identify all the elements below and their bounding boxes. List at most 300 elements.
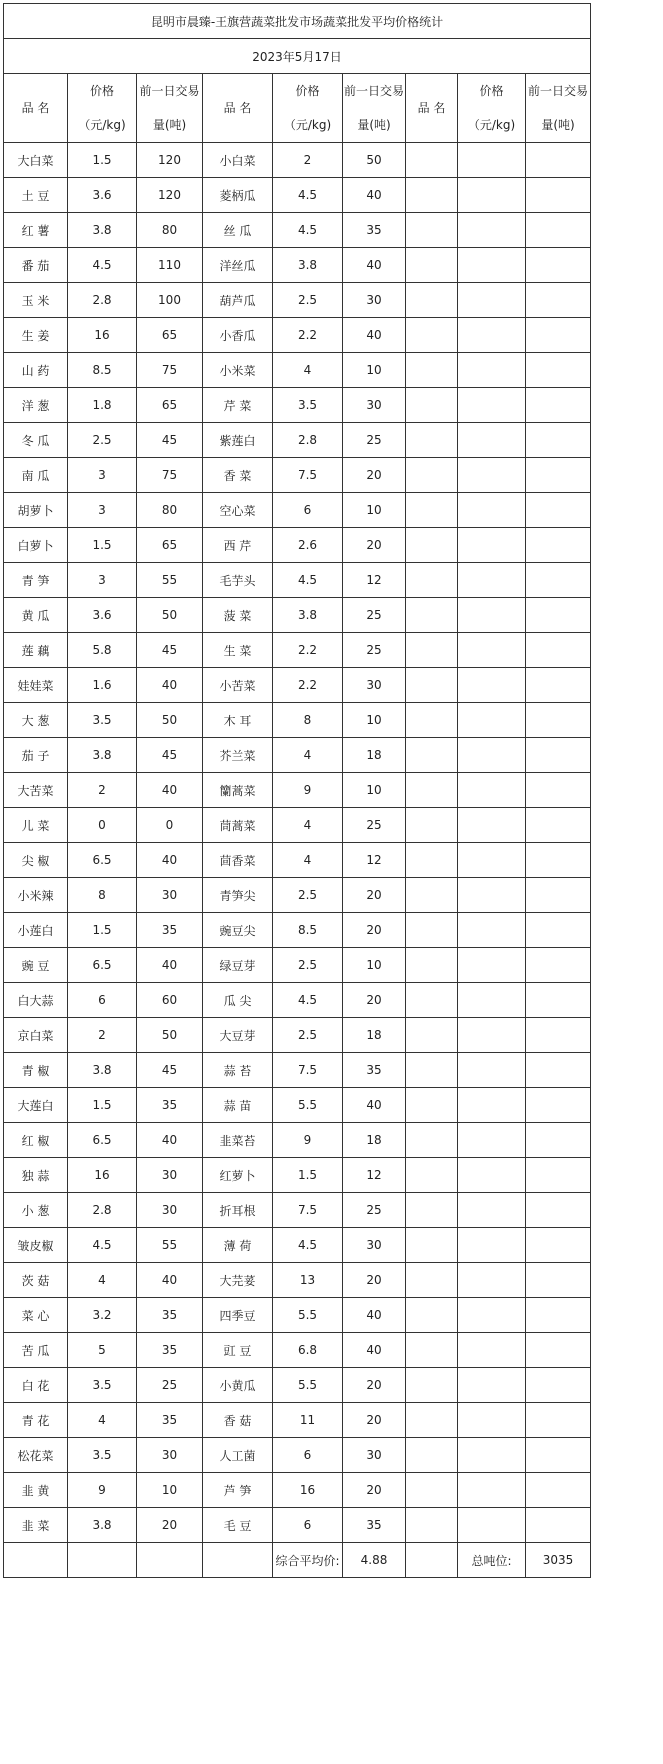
- item-volume-cell: 45: [137, 633, 203, 668]
- item-volume-cell: 12: [343, 1158, 406, 1193]
- item-volume-cell: 20: [343, 983, 406, 1018]
- item-price-cell: 16: [68, 1158, 137, 1193]
- item-name-cell: 大苦菜: [4, 773, 68, 808]
- empty-cell: [406, 1123, 458, 1158]
- item-price-cell: 3.5: [273, 388, 343, 423]
- item-name-cell: 生 姜: [4, 318, 68, 353]
- empty-cell: [526, 948, 591, 983]
- item-price-cell: 9: [273, 773, 343, 808]
- item-price-cell: 4: [273, 843, 343, 878]
- item-name-cell: 番 茄: [4, 248, 68, 283]
- empty-cell: [406, 388, 458, 423]
- table-row: [4, 178, 591, 213]
- item-volume-cell: 20: [137, 1508, 203, 1543]
- item-volume-cell: 100: [137, 283, 203, 318]
- item-price-cell: 6.5: [68, 843, 137, 878]
- item-volume-cell: 60: [137, 983, 203, 1018]
- table-row: [4, 1473, 591, 1508]
- item-price-cell: 6: [273, 1438, 343, 1473]
- item-name-cell: 绿豆芽: [203, 948, 273, 983]
- item-volume-cell: 30: [137, 1438, 203, 1473]
- item-name-cell: 红萝卜: [203, 1158, 273, 1193]
- item-volume-cell: 40: [343, 178, 406, 213]
- table-row: [4, 668, 591, 703]
- empty-cell: [406, 843, 458, 878]
- item-price-cell: 9: [68, 1473, 137, 1508]
- item-volume-cell: 20: [343, 1473, 406, 1508]
- empty-cell: [458, 458, 526, 493]
- item-price-cell: 5: [68, 1333, 137, 1368]
- item-price-cell: 16: [273, 1473, 343, 1508]
- empty-cell: [406, 948, 458, 983]
- empty-cell: [458, 633, 526, 668]
- empty-cell: [406, 563, 458, 598]
- empty-cell: [458, 738, 526, 773]
- empty-cell: [458, 1298, 526, 1333]
- item-volume-cell: 25: [137, 1368, 203, 1403]
- table-row: [4, 1438, 591, 1473]
- item-price-cell: 3.5: [68, 1368, 137, 1403]
- item-price-cell: 4: [68, 1263, 137, 1298]
- item-name-cell: 黄 瓜: [4, 598, 68, 633]
- item-name-cell: 青 椒: [4, 1053, 68, 1088]
- item-name-cell: 四季豆: [203, 1298, 273, 1333]
- item-name-cell: 韭 黄: [4, 1473, 68, 1508]
- empty-cell: [526, 1368, 591, 1403]
- item-volume-cell: 35: [343, 213, 406, 248]
- item-name-cell: 大芫荽: [203, 1263, 273, 1298]
- item-name-cell: 籣蒿菜: [203, 773, 273, 808]
- item-volume-cell: 20: [343, 1403, 406, 1438]
- item-price-cell: 7.5: [273, 1053, 343, 1088]
- item-price-cell: 9: [273, 1123, 343, 1158]
- empty-cell: [458, 1403, 526, 1438]
- item-price-cell: 2.5: [68, 423, 137, 458]
- item-volume-cell: 45: [137, 1053, 203, 1088]
- table-title: 昆明市晨臻-王旗营蔬菜批发市场蔬菜批发平均价格统计: [4, 4, 591, 39]
- empty-cell: [526, 493, 591, 528]
- table-row: [4, 808, 591, 843]
- empty-cell: [458, 213, 526, 248]
- empty-cell: [203, 1543, 273, 1578]
- item-price-cell: 1.5: [68, 1088, 137, 1123]
- empty-cell: [526, 528, 591, 563]
- table-row: [4, 1193, 591, 1228]
- header-volume-1: [137, 74, 203, 143]
- item-price-cell: 3: [68, 493, 137, 528]
- empty-cell: [458, 318, 526, 353]
- item-volume-cell: 10: [343, 493, 406, 528]
- item-name-cell: 山 药: [4, 353, 68, 388]
- item-name-cell: 冬 瓜: [4, 423, 68, 458]
- item-name-cell: 小米菜: [203, 353, 273, 388]
- empty-cell: [458, 1088, 526, 1123]
- item-volume-cell: 40: [137, 1263, 203, 1298]
- empty-cell: [526, 388, 591, 423]
- item-volume-cell: 18: [343, 1018, 406, 1053]
- empty-cell: [458, 1368, 526, 1403]
- item-name-cell: 瓜 尖: [203, 983, 273, 1018]
- empty-cell: [526, 1263, 591, 1298]
- item-price-cell: 3.5: [68, 1438, 137, 1473]
- item-name-cell: 薄 荷: [203, 1228, 273, 1263]
- header-name-2: 品 名: [203, 74, 273, 143]
- item-price-cell: 2.2: [273, 668, 343, 703]
- empty-cell: [68, 1543, 137, 1578]
- item-name-cell: 木 耳: [203, 703, 273, 738]
- header-volume-line2: 量(吨): [152, 118, 187, 132]
- table-row: [4, 423, 591, 458]
- empty-cell: [458, 1438, 526, 1473]
- table-row: [4, 738, 591, 773]
- empty-cell: [406, 1263, 458, 1298]
- empty-cell: [458, 1018, 526, 1053]
- item-name-cell: 茴香菜: [203, 843, 273, 878]
- empty-cell: [458, 1053, 526, 1088]
- empty-cell: [458, 983, 526, 1018]
- item-name-cell: 蒜 苔: [203, 1053, 273, 1088]
- table-row: [4, 598, 591, 633]
- item-price-cell: 1.8: [68, 388, 137, 423]
- item-name-cell: 豌 豆: [4, 948, 68, 983]
- item-volume-cell: 30: [343, 283, 406, 318]
- item-volume-cell: 18: [343, 738, 406, 773]
- item-price-cell: 3: [68, 563, 137, 598]
- header-volume-line1: 前一日交易: [139, 84, 200, 98]
- item-volume-cell: 40: [343, 318, 406, 353]
- empty-cell: [458, 1473, 526, 1508]
- empty-cell: [458, 878, 526, 913]
- empty-cell: [526, 738, 591, 773]
- empty-cell: [406, 1193, 458, 1228]
- empty-cell: [526, 458, 591, 493]
- empty-cell: [526, 1228, 591, 1263]
- item-volume-cell: 10: [343, 948, 406, 983]
- item-price-cell: 4: [273, 353, 343, 388]
- empty-cell: [406, 1228, 458, 1263]
- item-volume-cell: 50: [137, 703, 203, 738]
- item-name-cell: 豌豆尖: [203, 913, 273, 948]
- item-volume-cell: 10: [343, 773, 406, 808]
- empty-cell: [406, 703, 458, 738]
- item-volume-cell: 40: [137, 843, 203, 878]
- item-volume-cell: 40: [137, 668, 203, 703]
- item-price-cell: 6.5: [68, 1123, 137, 1158]
- empty-cell: [406, 283, 458, 318]
- item-name-cell: 茄 子: [4, 738, 68, 773]
- item-volume-cell: 50: [137, 1018, 203, 1053]
- item-price-cell: 0: [68, 808, 137, 843]
- empty-cell: [406, 213, 458, 248]
- item-volume-cell: 20: [343, 913, 406, 948]
- item-price-cell: 13: [273, 1263, 343, 1298]
- table-row: [4, 353, 591, 388]
- item-price-cell: 5.8: [68, 633, 137, 668]
- empty-cell: [406, 1543, 458, 1578]
- empty-cell: [458, 528, 526, 563]
- item-name-cell: 香 菇: [203, 1403, 273, 1438]
- empty-cell: [406, 1088, 458, 1123]
- item-name-cell: 韭菜苔: [203, 1123, 273, 1158]
- table-row: [4, 1018, 591, 1053]
- item-name-cell: 生 菜: [203, 633, 273, 668]
- empty-cell: [458, 1228, 526, 1263]
- empty-cell: [526, 913, 591, 948]
- empty-cell: [526, 213, 591, 248]
- item-price-cell: 6.8: [273, 1333, 343, 1368]
- item-name-cell: 韭 菜: [4, 1508, 68, 1543]
- empty-cell: [458, 1123, 526, 1158]
- item-name-cell: 大莲白: [4, 1088, 68, 1123]
- item-name-cell: 西 芹: [203, 528, 273, 563]
- table-row: [4, 948, 591, 983]
- item-name-cell: 芦 笋: [203, 1473, 273, 1508]
- empty-cell: [526, 248, 591, 283]
- item-name-cell: 尖 椒: [4, 843, 68, 878]
- empty-cell: [526, 423, 591, 458]
- item-volume-cell: 110: [137, 248, 203, 283]
- empty-cell: [137, 1543, 203, 1578]
- item-name-cell: 洋 葱: [4, 388, 68, 423]
- item-volume-cell: 20: [343, 458, 406, 493]
- empty-cell: [406, 178, 458, 213]
- header-volume-line1: 前一日交易: [343, 84, 404, 98]
- item-name-cell: 芹 菜: [203, 388, 273, 423]
- empty-cell: [526, 1438, 591, 1473]
- table-row: [4, 913, 591, 948]
- item-volume-cell: 30: [343, 388, 406, 423]
- empty-cell: [526, 353, 591, 388]
- item-volume-cell: 25: [343, 808, 406, 843]
- item-price-cell: 16: [68, 318, 137, 353]
- empty-cell: [526, 668, 591, 703]
- table-row: [4, 1088, 591, 1123]
- item-name-cell: 红 椒: [4, 1123, 68, 1158]
- empty-cell: [406, 1053, 458, 1088]
- item-volume-cell: 12: [343, 843, 406, 878]
- item-volume-cell: 40: [343, 1298, 406, 1333]
- empty-cell: [458, 948, 526, 983]
- item-price-cell: 3.8: [68, 213, 137, 248]
- item-price-cell: 5.5: [273, 1368, 343, 1403]
- header-volume-line2: 量(吨): [541, 118, 575, 132]
- item-volume-cell: 12: [343, 563, 406, 598]
- item-price-cell: 3.8: [68, 1508, 137, 1543]
- empty-cell: [458, 1508, 526, 1543]
- item-volume-cell: 40: [137, 948, 203, 983]
- item-volume-cell: 20: [343, 1263, 406, 1298]
- item-volume-cell: 35: [137, 1088, 203, 1123]
- empty-cell: [526, 808, 591, 843]
- empty-cell: [406, 143, 458, 178]
- item-name-cell: 菱柄瓜: [203, 178, 273, 213]
- empty-cell: [406, 1403, 458, 1438]
- item-name-cell: 茨 菇: [4, 1263, 68, 1298]
- table-row: [4, 1123, 591, 1158]
- empty-cell: [406, 773, 458, 808]
- item-name-cell: 白大蒜: [4, 983, 68, 1018]
- item-name-cell: 小黄瓜: [203, 1368, 273, 1403]
- item-name-cell: 莲 藕: [4, 633, 68, 668]
- header-row: [4, 74, 591, 143]
- item-name-cell: 菠 菜: [203, 598, 273, 633]
- item-volume-cell: 40: [343, 1088, 406, 1123]
- header-volume-2: [343, 74, 406, 143]
- table-row: [4, 1228, 591, 1263]
- empty-cell: [526, 633, 591, 668]
- item-volume-cell: 75: [137, 353, 203, 388]
- table-row: [4, 633, 591, 668]
- empty-cell: [526, 1298, 591, 1333]
- item-volume-cell: 25: [343, 1193, 406, 1228]
- item-price-cell: 4: [273, 738, 343, 773]
- item-volume-cell: 75: [137, 458, 203, 493]
- item-name-cell: 茼蒿菜: [203, 808, 273, 843]
- item-price-cell: 1.5: [273, 1158, 343, 1193]
- item-volume-cell: 55: [137, 1228, 203, 1263]
- table-row: [4, 248, 591, 283]
- empty-cell: [406, 808, 458, 843]
- table-row: [4, 563, 591, 598]
- empty-cell: [458, 493, 526, 528]
- summary-row: [4, 1543, 591, 1578]
- empty-cell: [406, 878, 458, 913]
- table-row: [4, 843, 591, 878]
- item-volume-cell: 40: [137, 1123, 203, 1158]
- table-row: [4, 458, 591, 493]
- item-name-cell: 京白菜: [4, 1018, 68, 1053]
- item-volume-cell: 65: [137, 528, 203, 563]
- item-price-cell: 11: [273, 1403, 343, 1438]
- item-name-cell: 小米辣: [4, 878, 68, 913]
- item-name-cell: 独 蒜: [4, 1158, 68, 1193]
- item-name-cell: 南 瓜: [4, 458, 68, 493]
- table-row: [4, 1158, 591, 1193]
- empty-cell: [526, 1053, 591, 1088]
- item-price-cell: 1.5: [68, 143, 137, 178]
- item-price-cell: 2: [68, 1018, 137, 1053]
- empty-cell: [406, 668, 458, 703]
- empty-cell: [406, 1473, 458, 1508]
- table-row: [4, 703, 591, 738]
- item-price-cell: 1.6: [68, 668, 137, 703]
- item-price-cell: 2.2: [273, 318, 343, 353]
- item-volume-cell: 25: [343, 633, 406, 668]
- item-volume-cell: 35: [343, 1053, 406, 1088]
- item-price-cell: 4.5: [68, 1228, 137, 1263]
- empty-cell: [458, 843, 526, 878]
- empty-cell: [406, 248, 458, 283]
- item-name-cell: 菜 心: [4, 1298, 68, 1333]
- header-price-3: 价格（元/kg): [458, 74, 526, 143]
- item-price-cell: 2.5: [273, 1018, 343, 1053]
- empty-cell: [526, 178, 591, 213]
- price-table: [3, 3, 591, 1578]
- item-price-cell: 4.5: [68, 248, 137, 283]
- item-volume-cell: 10: [137, 1473, 203, 1508]
- empty-cell: [406, 1333, 458, 1368]
- empty-cell: [458, 248, 526, 283]
- table-row: [4, 388, 591, 423]
- empty-cell: [526, 843, 591, 878]
- empty-cell: [406, 423, 458, 458]
- item-price-cell: 4.5: [273, 178, 343, 213]
- header-name-1: 品 名: [4, 74, 68, 143]
- empty-cell: [458, 773, 526, 808]
- empty-cell: [526, 1508, 591, 1543]
- item-price-cell: 5.5: [273, 1088, 343, 1123]
- empty-cell: [458, 563, 526, 598]
- item-volume-cell: 20: [343, 1368, 406, 1403]
- item-price-cell: 1.5: [68, 913, 137, 948]
- empty-cell: [526, 563, 591, 598]
- table-row: [4, 213, 591, 248]
- item-price-cell: 4: [68, 1403, 137, 1438]
- item-name-cell: 蒜 苗: [203, 1088, 273, 1123]
- item-name-cell: 小苦菜: [203, 668, 273, 703]
- empty-cell: [406, 598, 458, 633]
- item-price-cell: 4.5: [273, 983, 343, 1018]
- item-price-cell: 5.5: [273, 1298, 343, 1333]
- item-volume-cell: 50: [137, 598, 203, 633]
- empty-cell: [406, 1438, 458, 1473]
- empty-cell: [406, 1368, 458, 1403]
- empty-cell: [526, 283, 591, 318]
- item-volume-cell: 80: [137, 213, 203, 248]
- item-price-cell: 3.6: [68, 178, 137, 213]
- item-name-cell: 小香瓜: [203, 318, 273, 353]
- table-row: [4, 773, 591, 808]
- item-volume-cell: 45: [137, 738, 203, 773]
- empty-cell: [458, 178, 526, 213]
- table-row: [4, 1263, 591, 1298]
- empty-cell: [406, 983, 458, 1018]
- item-price-cell: 2.5: [273, 283, 343, 318]
- item-price-cell: 4.5: [273, 213, 343, 248]
- empty-cell: [406, 353, 458, 388]
- item-price-cell: 2.8: [68, 283, 137, 318]
- item-name-cell: 松花菜: [4, 1438, 68, 1473]
- table-row: [4, 878, 591, 913]
- item-volume-cell: 120: [137, 143, 203, 178]
- table-row: [4, 1508, 591, 1543]
- item-price-cell: 3.2: [68, 1298, 137, 1333]
- item-name-cell: 人工菌: [203, 1438, 273, 1473]
- item-volume-cell: 80: [137, 493, 203, 528]
- empty-cell: [526, 1473, 591, 1508]
- header-price-1: 价格（元/kg): [68, 74, 137, 143]
- item-name-cell: 大白菜: [4, 143, 68, 178]
- empty-cell: [526, 143, 591, 178]
- item-volume-cell: 30: [137, 878, 203, 913]
- empty-cell: [526, 703, 591, 738]
- item-name-cell: 空心菜: [203, 493, 273, 528]
- item-name-cell: 毛 豆: [203, 1508, 273, 1543]
- item-name-cell: 青 笋: [4, 563, 68, 598]
- item-volume-cell: 40: [343, 1333, 406, 1368]
- item-volume-cell: 10: [343, 353, 406, 388]
- empty-cell: [458, 1333, 526, 1368]
- item-price-cell: 3.8: [273, 598, 343, 633]
- empty-cell: [458, 1263, 526, 1298]
- empty-cell: [526, 983, 591, 1018]
- item-price-cell: 8: [273, 703, 343, 738]
- item-volume-cell: 35: [137, 1298, 203, 1333]
- header-volume-3: [526, 74, 591, 143]
- item-price-cell: 4.5: [273, 1228, 343, 1263]
- item-price-cell: 2.8: [68, 1193, 137, 1228]
- empty-cell: [458, 423, 526, 458]
